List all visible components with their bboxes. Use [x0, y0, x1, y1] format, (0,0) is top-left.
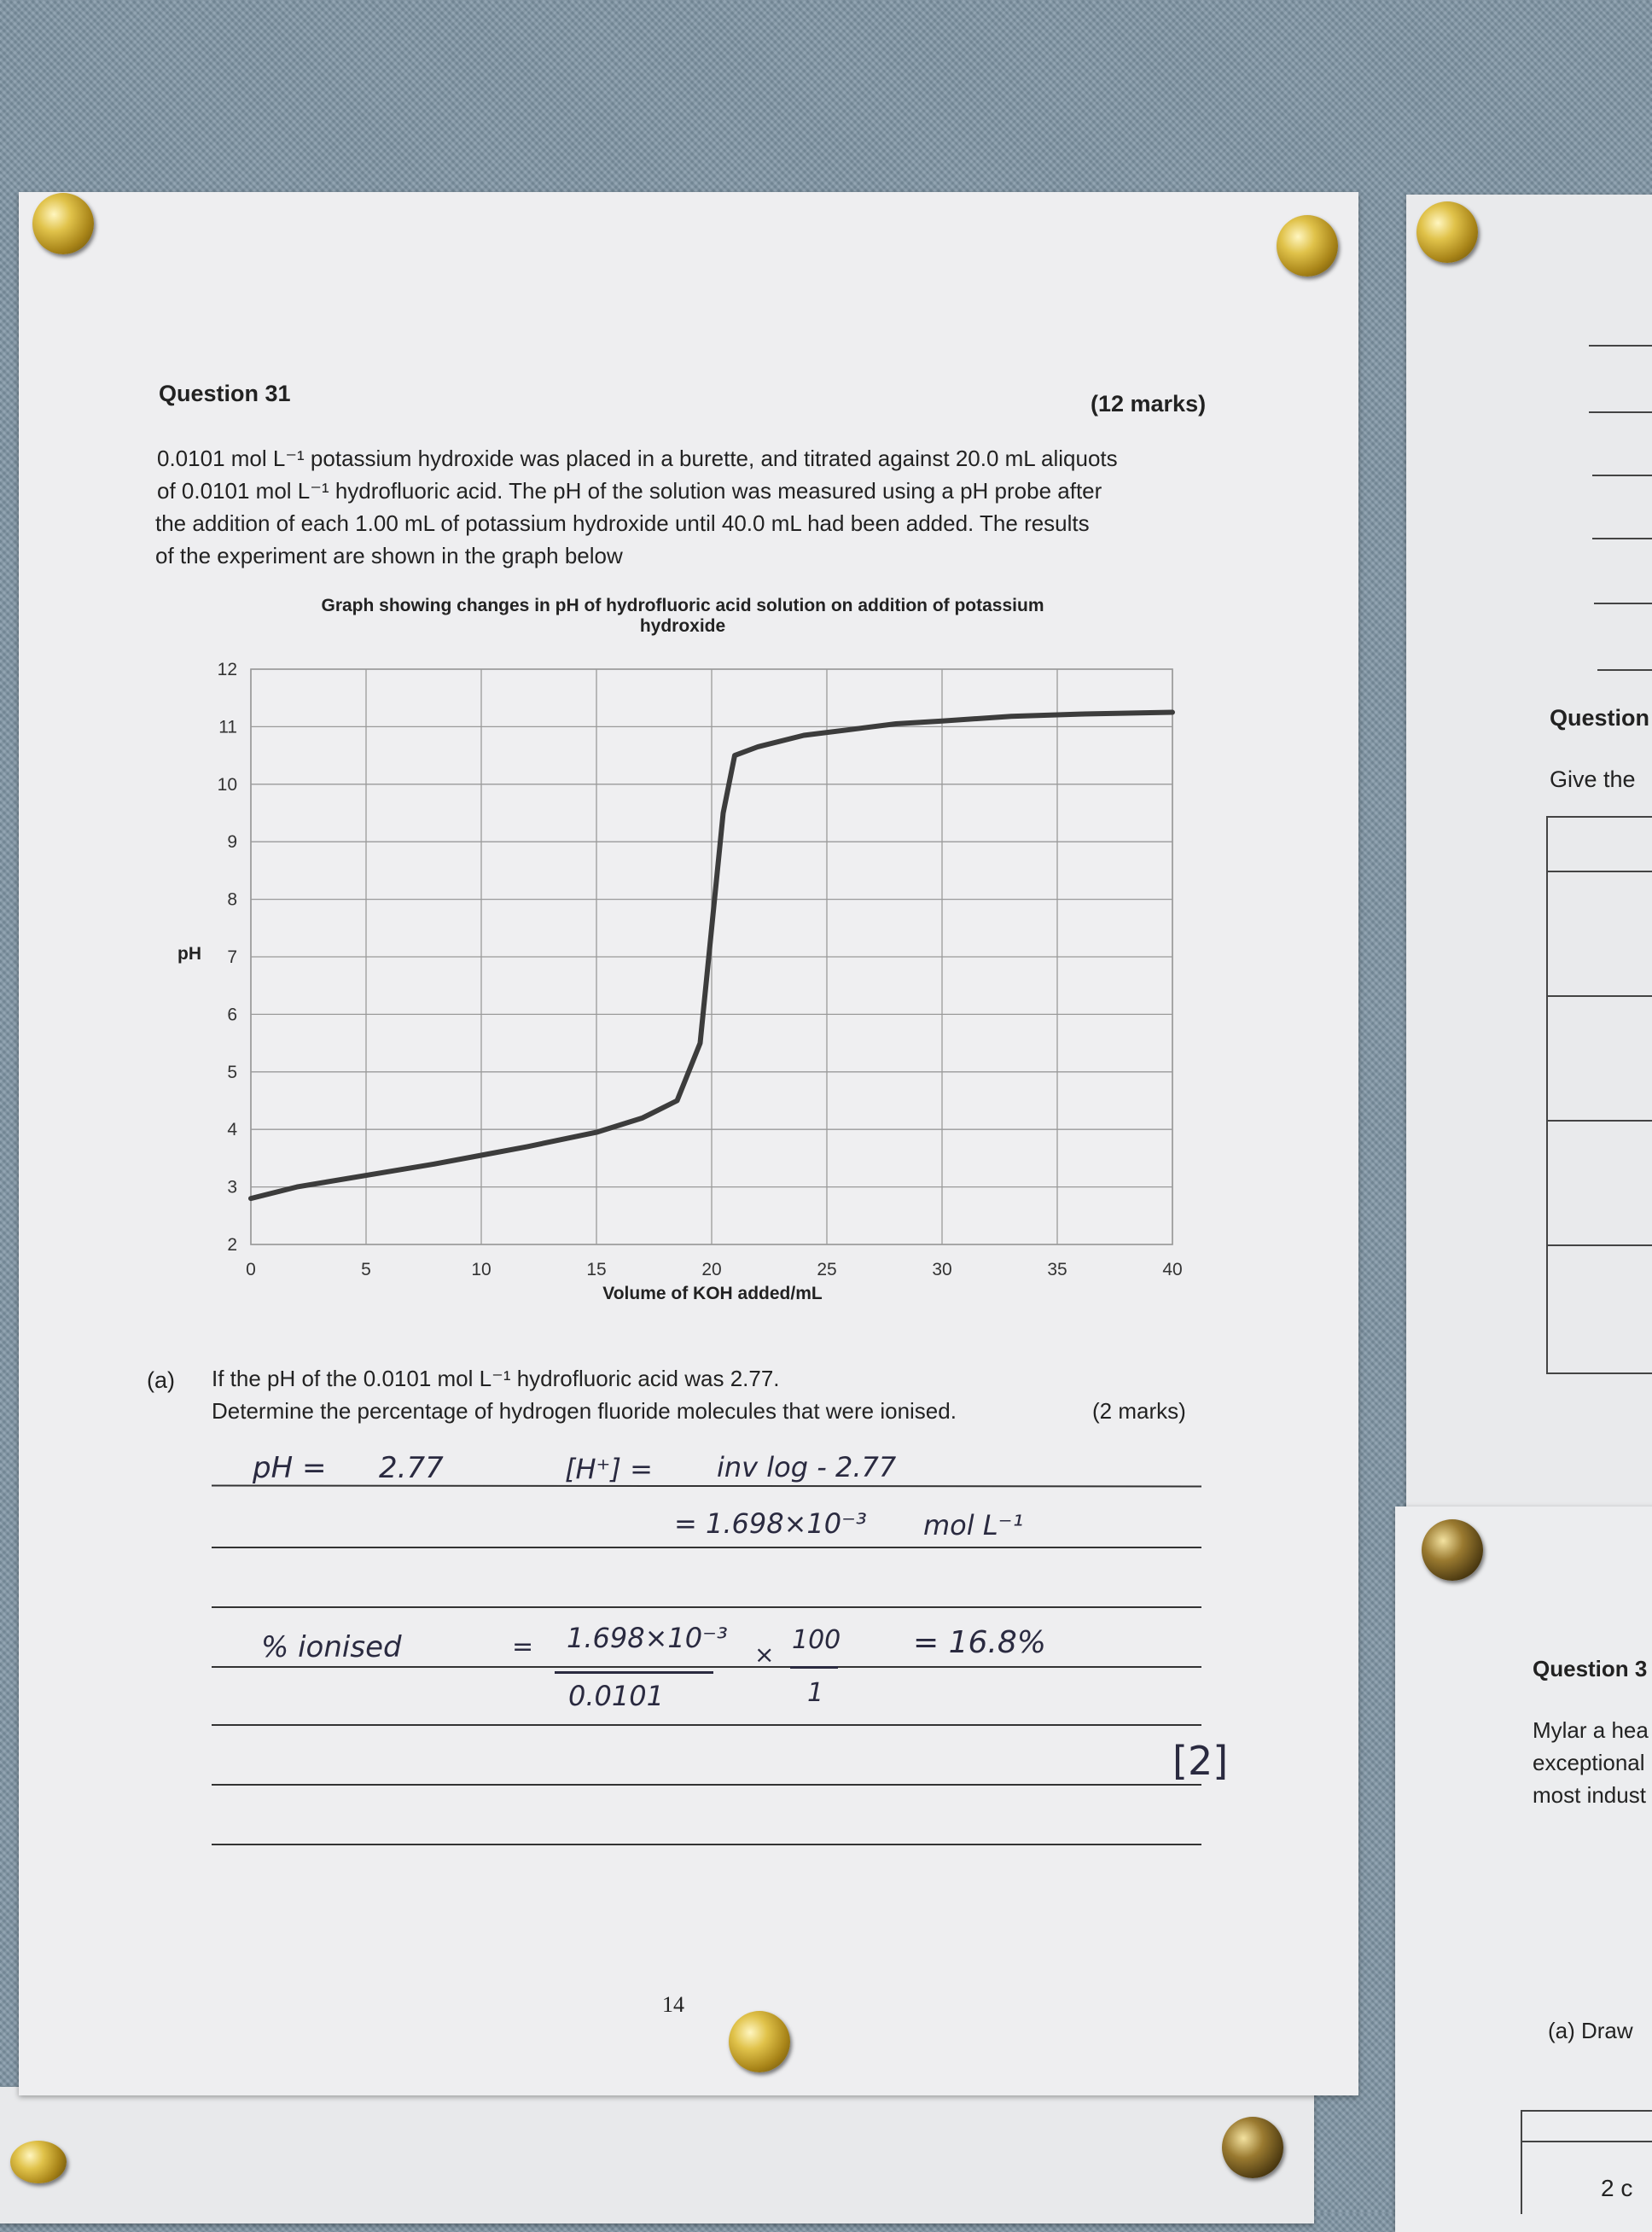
right-table [1546, 816, 1652, 1374]
x-tick-label: 25 [817, 1260, 837, 1279]
hw-denominator: 0.0101 [568, 1680, 664, 1712]
x-tick-label: 5 [361, 1260, 371, 1279]
part-a-line-2: Determine the percentage of hydrogen fluoride molecules that were ionised. [212, 1398, 957, 1424]
y-axis-ticks [218, 660, 238, 1255]
right-part-a: (a) Draw [1548, 2018, 1633, 2043]
right-mylar-line-3: most indust [1533, 1782, 1646, 1808]
page-number: 14 [662, 1992, 684, 2017]
table-row-divider [1548, 1120, 1652, 1122]
pushpin-icon [1277, 215, 1338, 277]
y-tick-label: 3 [227, 1177, 237, 1198]
y-tick-label: 12 [217, 660, 237, 679]
part-a-line-1: If the pH of the 0.0101 mol L⁻¹ hydrofluoric acid was 2.77. [212, 1366, 780, 1391]
y-tick-label: 8 [227, 889, 237, 910]
right-bottom-text: 2 c [1601, 2175, 1633, 2201]
answer-line [212, 1666, 1201, 1668]
intro-line-3: the addition of each 1.00 mL of potassium hydroxide until 40.0 mL had been added. The results [155, 510, 1090, 536]
hw-eq-sign: = [512, 1632, 534, 1662]
hw-ph-label: pH = [253, 1451, 327, 1485]
hw-frac-num: 100 [792, 1625, 841, 1655]
box-divider [1522, 2141, 1652, 2142]
right-question3-label: Question 3 [1533, 1656, 1648, 1681]
right-mylar-line-1: Mylar a hea [1533, 1717, 1649, 1743]
titration-chart [154, 589, 1212, 1314]
hw-numerator: 1.698×10⁻³ [567, 1622, 728, 1654]
answer-line [212, 1844, 1201, 1845]
x-tick-label: 10 [471, 1260, 492, 1279]
pushpin-icon [1222, 2117, 1283, 2178]
y-tick-label: 11 [218, 717, 237, 737]
y-tick-label: 6 [227, 1005, 237, 1025]
right-answer-line [1592, 538, 1652, 539]
pushpin-icon [1422, 1519, 1483, 1581]
chart-title-line-2: hydroxide [639, 616, 726, 636]
right-answer-line [1594, 603, 1652, 604]
x-axis-label: Volume of KOH added/mL [602, 1284, 823, 1303]
hw-h-conc-label: [H⁺] = [565, 1453, 653, 1485]
pushpin-icon [32, 193, 94, 254]
x-tick-label: 20 [701, 1260, 722, 1279]
hw-times: × [754, 1640, 775, 1669]
answer-line [212, 1547, 1201, 1548]
part-a-label: (a) [147, 1367, 175, 1393]
table-row-divider [1548, 995, 1652, 997]
y-tick-label: 4 [227, 1120, 237, 1140]
hw-ph-value: 2.77 [379, 1451, 444, 1485]
intro-line-2: of 0.0101 mol L⁻¹ hydrofluoric acid. The pH of the solution was measured using a pH probe after [157, 478, 1102, 504]
y-tick-label: 10 [217, 774, 237, 795]
question-marks: (12 marks) [1091, 391, 1207, 417]
pushpin-icon [729, 2011, 790, 2072]
right-answer-line [1589, 411, 1652, 413]
x-tick-label: 35 [1047, 1260, 1067, 1279]
hw-mark-awarded: [2] [1172, 1738, 1229, 1784]
right-answer-line [1597, 669, 1652, 671]
answer-line [212, 1606, 1201, 1608]
hw-fraction-bar-2 [790, 1666, 838, 1669]
chart-svg [154, 589, 1212, 1314]
x-axis-ticks [246, 1260, 1183, 1279]
x-tick-label: 0 [246, 1260, 256, 1279]
hw-percent-label: % ionised [261, 1630, 402, 1664]
answer-line [212, 1784, 1201, 1786]
question-title: Question 31 [159, 381, 291, 406]
intro-line-4: of the experiment are shown in the graph below [155, 543, 623, 568]
hw-frac-den: 1 [807, 1678, 824, 1708]
bottom-paper-sheet [0, 2087, 1314, 2223]
hw-inv-log: inv log - 2.77 [717, 1451, 897, 1483]
chart-title-line-1: Graph showing changes in pH of hydrofluoric acid solution on addition of potassium [321, 596, 1044, 615]
part-a-marks: (2 marks) [1092, 1398, 1186, 1424]
chart-grid [251, 669, 1172, 1244]
pushpin-icon [10, 2141, 67, 2183]
right-question-label: Question [1550, 705, 1650, 731]
y-axis-label: pH [177, 944, 201, 964]
answer-line [212, 1724, 1201, 1726]
pushpin-icon [1416, 201, 1478, 263]
hw-result: = 16.8% [913, 1625, 1046, 1660]
right-mylar-line-2: exceptional [1533, 1750, 1645, 1775]
x-tick-label: 30 [932, 1260, 952, 1279]
right-give-text: Give the [1550, 766, 1636, 792]
x-tick-label: 40 [1162, 1260, 1183, 1279]
table-row-divider [1548, 1244, 1652, 1246]
right-answer-line [1592, 475, 1652, 476]
hw-eq2: = 1.698×10⁻³ [674, 1507, 867, 1540]
hw-unit: mol L⁻¹ [923, 1509, 1024, 1541]
table-row-divider [1548, 871, 1652, 872]
y-tick-label: 2 [227, 1235, 237, 1255]
y-tick-label: 9 [227, 832, 237, 853]
x-tick-label: 15 [586, 1260, 607, 1279]
hw-fraction-bar [555, 1671, 713, 1674]
right-answer-line [1589, 345, 1652, 347]
y-tick-label: 5 [227, 1062, 237, 1082]
y-tick-label: 7 [227, 947, 237, 967]
intro-line-1: 0.0101 mol L⁻¹ potassium hydroxide was placed in a burette, and titrated against 20.0 mL aliquots [157, 446, 1118, 471]
